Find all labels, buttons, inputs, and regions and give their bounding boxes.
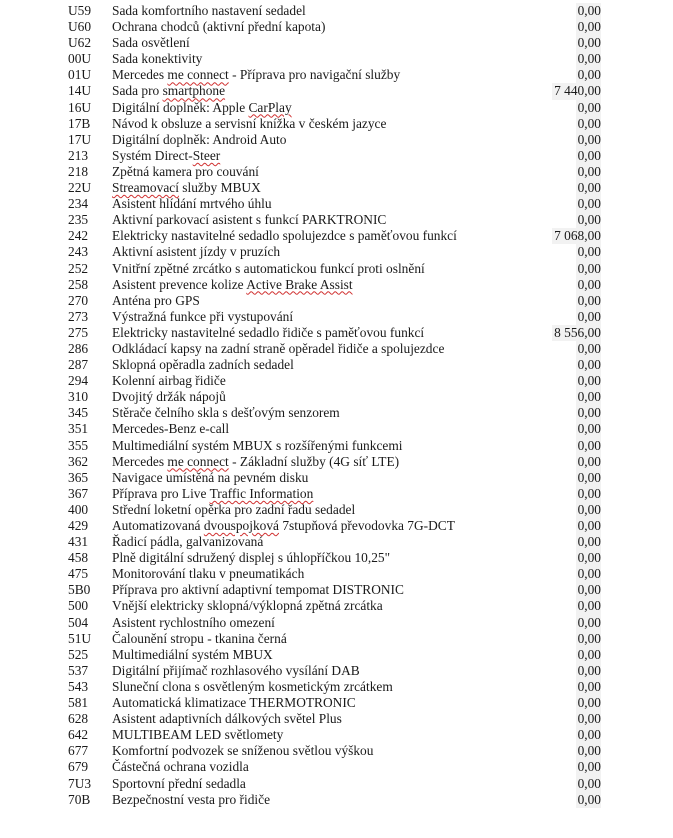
option-price: 0,00 xyxy=(577,662,601,678)
spellcheck-flagged-word: smartphone xyxy=(162,83,226,99)
spellcheck-flagged-word: CarPlay xyxy=(248,99,292,115)
option-description xyxy=(112,486,313,502)
option-price: 0,00 xyxy=(577,35,601,51)
description-text: Systém Direct- xyxy=(112,147,193,163)
option-price: 0,00 xyxy=(577,244,601,260)
equipment-row xyxy=(0,244,673,260)
option-code: U59 xyxy=(68,3,92,18)
equipment-row xyxy=(0,164,673,180)
option-description: Střední loketní opěrka pro zadní řadu sedadel xyxy=(112,501,356,517)
equipment-row xyxy=(0,421,673,437)
option-price: 0,00 xyxy=(577,630,601,646)
option-description xyxy=(112,148,220,164)
option-description: Sada osvětlení xyxy=(112,35,190,51)
option-description: Vnější elektricky sklopná/výklopná zpětná zrcátka xyxy=(112,598,383,614)
option-description: Multimediální systém MBUX xyxy=(112,646,273,662)
option-description xyxy=(112,277,353,293)
equipment-row xyxy=(0,180,673,196)
description-text: - Základní služby (4G síť LTE) xyxy=(228,453,400,469)
option-code: 213 xyxy=(68,147,89,163)
equipment-row xyxy=(0,228,673,244)
description-text: Příprava pro Live xyxy=(112,485,210,501)
option-description: Vnitřní zpětné zrcátko s automatickou funkcí proti oslnění xyxy=(112,260,425,276)
option-price: 0,00 xyxy=(577,51,601,67)
option-description: Anténa pro GPS xyxy=(112,292,200,308)
equipment-row xyxy=(0,534,673,550)
option-price: 8 556,00 xyxy=(554,324,601,340)
option-code: 287 xyxy=(68,357,89,373)
option-code: 429 xyxy=(68,518,89,533)
option-description: Kolenní airbag řidiče xyxy=(112,373,226,389)
option-description: Monitorování tlaku v pneumatikách xyxy=(112,566,305,582)
description-text: - Příprava pro navigační služby xyxy=(228,67,401,83)
option-description: Komfortní podvozek se sníženou světlou výškou xyxy=(112,743,374,759)
option-description: Multimediální systém MBUX s rozšířenými funkcemi xyxy=(112,437,403,453)
option-price: 0,00 xyxy=(577,196,601,212)
description-text: Mercedes xyxy=(112,453,168,469)
option-price: 0,00 xyxy=(577,469,601,485)
option-code: 286 xyxy=(68,340,89,356)
option-price: 7 440,00 xyxy=(554,83,601,99)
option-price: 0,00 xyxy=(577,695,601,711)
option-description xyxy=(112,67,400,83)
option-description: Sklopná opěradla zadních sedadel xyxy=(112,357,294,373)
spellcheck-flagged-word: dvouspojková xyxy=(203,518,279,533)
equipment-row xyxy=(0,341,673,357)
equipment-row xyxy=(0,389,673,405)
option-price: 0,00 xyxy=(577,131,601,147)
option-description: Digitální přijímač rozhlasového vysílání DAB xyxy=(112,662,360,678)
option-description: Aktivní parkovací asistent s funkcí PARKTRONIC xyxy=(112,212,387,228)
equipment-row xyxy=(0,695,673,711)
equipment-row xyxy=(0,212,673,228)
option-description: Asistent hlídání mrtvého úhlu xyxy=(112,196,272,212)
option-price: 0,00 xyxy=(577,99,601,115)
option-description: Automatická klimatizace THERMOTRONIC xyxy=(112,695,356,711)
option-code: 218 xyxy=(68,163,89,179)
description-text: 7stupňová převodovka 7G-DCT xyxy=(279,518,455,533)
option-description: Elektricky nastavitelné sedadlo řidiče s paměťovou funkcí xyxy=(112,324,425,340)
equipment-row xyxy=(0,3,673,19)
equipment-row xyxy=(0,743,673,759)
option-code: 7U3 xyxy=(68,775,92,791)
option-code: U60 xyxy=(68,19,92,35)
option-code: 234 xyxy=(68,196,89,212)
spellcheck-flagged-word: me connect xyxy=(167,453,229,469)
equipment-row xyxy=(0,759,673,775)
equipment-row xyxy=(0,727,673,743)
option-price: 0,00 xyxy=(577,357,601,373)
equipment-row xyxy=(0,598,673,614)
option-description: Odkládací kapsy na zadní straně opěradel řidiče a spolujezdce xyxy=(112,340,445,356)
equipment-row xyxy=(0,261,673,277)
equipment-row xyxy=(0,502,673,518)
option-code: 628 xyxy=(68,711,89,727)
equipment-row xyxy=(0,19,673,35)
option-code: 679 xyxy=(68,759,89,775)
option-description: Čalounění stropu - tkanina černá xyxy=(112,630,287,646)
option-price: 0,00 xyxy=(577,582,601,598)
option-price: 0,00 xyxy=(577,759,601,775)
description-text: Digitální doplněk: Apple xyxy=(112,99,249,115)
equipment-row xyxy=(0,647,673,663)
option-description: Sada konektivity xyxy=(112,51,203,67)
option-code: 273 xyxy=(68,308,89,324)
option-code: 5B0 xyxy=(68,582,91,598)
option-description xyxy=(112,454,399,470)
option-code: 642 xyxy=(68,727,89,743)
option-price: 0,00 xyxy=(577,19,601,35)
option-price: 0,00 xyxy=(577,453,601,469)
option-price: 0,00 xyxy=(577,485,601,501)
option-description: Stěrače čelního skla s dešťovým senzorem xyxy=(112,405,340,421)
equipment-row xyxy=(0,132,673,148)
option-price: 0,00 xyxy=(577,598,601,614)
option-price: 0,00 xyxy=(577,3,601,18)
option-price: 0,00 xyxy=(577,775,601,791)
option-code: 543 xyxy=(68,678,89,694)
option-code: 14U xyxy=(68,83,92,99)
option-description: Asistent rychlostního omezení xyxy=(112,614,275,630)
option-code: 01U xyxy=(68,67,92,83)
spellcheck-flagged-word: Active Brake Assist xyxy=(246,276,353,292)
option-code: 355 xyxy=(68,437,89,453)
option-price: 0,00 xyxy=(577,389,601,405)
option-description: Sada komfortního nastavení sedadel xyxy=(112,3,306,18)
option-code: 258 xyxy=(68,276,89,292)
equipment-row xyxy=(0,357,673,373)
option-price: 0,00 xyxy=(577,147,601,163)
equipment-row xyxy=(0,550,673,566)
equipment-row xyxy=(0,309,673,325)
option-price: 0,00 xyxy=(577,501,601,517)
option-description: Digitální doplněk: Android Auto xyxy=(112,131,287,147)
option-price: 0,00 xyxy=(577,405,601,421)
option-description: Mercedes-Benz e-call xyxy=(112,421,230,437)
option-description xyxy=(112,100,292,116)
equipment-row xyxy=(0,792,673,808)
option-code: 294 xyxy=(68,373,89,389)
description-text: Mercedes xyxy=(112,67,168,83)
option-description: Ochrana chodců (aktivní přední kapota) xyxy=(112,19,326,35)
option-code: 17B xyxy=(68,115,91,131)
equipment-row xyxy=(0,631,673,647)
option-code: 243 xyxy=(68,244,89,260)
equipment-row xyxy=(0,83,673,99)
option-code: 537 xyxy=(68,662,89,678)
option-description: Plně digitální sdružený displej s úhlopříčkou 10,25" xyxy=(112,550,391,566)
option-code: 70B xyxy=(68,791,91,807)
option-price: 0,00 xyxy=(577,437,601,453)
option-price: 0,00 xyxy=(577,518,601,533)
option-price: 0,00 xyxy=(577,308,601,324)
equipment-row xyxy=(0,51,673,67)
option-price: 0,00 xyxy=(577,340,601,356)
option-code: 270 xyxy=(68,292,89,308)
option-price: 0,00 xyxy=(577,678,601,694)
option-description: Návod k obsluze a servisní knížka v českém jazyce xyxy=(112,115,387,131)
option-price: 0,00 xyxy=(577,711,601,727)
equipment-row xyxy=(0,615,673,631)
equipment-row xyxy=(0,405,673,421)
equipment-row xyxy=(0,663,673,679)
option-description: Řadicí pádla, galvanizovaná xyxy=(112,534,264,550)
option-code: 677 xyxy=(68,743,89,759)
option-code: 17U xyxy=(68,131,92,147)
option-description xyxy=(112,83,225,99)
option-code: 16U xyxy=(68,99,92,115)
spellcheck-flagged-word: me connect xyxy=(167,67,229,83)
option-code: 235 xyxy=(68,212,89,228)
description-text: Automatizovaná xyxy=(112,518,204,533)
equipment-row xyxy=(0,325,673,341)
option-code: 362 xyxy=(68,453,89,469)
option-code: 475 xyxy=(68,566,89,582)
option-description xyxy=(112,180,261,196)
equipment-row xyxy=(0,196,673,212)
option-price: 0,00 xyxy=(577,550,601,566)
spellcheck-flagged-word: Traffic Information xyxy=(209,485,314,501)
option-price: 0,00 xyxy=(577,791,601,807)
option-code: 275 xyxy=(68,324,89,340)
option-code: 365 xyxy=(68,469,89,485)
option-price: 0,00 xyxy=(577,646,601,662)
option-price: 0,00 xyxy=(577,421,601,437)
equipment-row xyxy=(0,293,673,309)
option-code: 22U xyxy=(68,180,92,196)
equipment-row xyxy=(0,470,673,486)
option-price: 0,00 xyxy=(577,276,601,292)
option-description: Příprava pro aktivní adaptivní tempomat DISTRONIC xyxy=(112,582,404,598)
equipment-row xyxy=(0,148,673,164)
equipment-row xyxy=(0,776,673,792)
equipment-row xyxy=(0,582,673,598)
equipment-row xyxy=(0,711,673,727)
option-price: 0,00 xyxy=(577,373,601,389)
option-price: 0,00 xyxy=(577,292,601,308)
option-code: 367 xyxy=(68,485,89,501)
option-code: 400 xyxy=(68,501,89,517)
option-code: 242 xyxy=(68,228,89,244)
equipment-row xyxy=(0,454,673,470)
option-code: 351 xyxy=(68,421,89,437)
equipment-row xyxy=(0,35,673,51)
option-price: 0,00 xyxy=(577,260,601,276)
equipment-row xyxy=(0,100,673,116)
option-description: Částečná ochrana vozidla xyxy=(112,759,249,775)
option-code: 504 xyxy=(68,614,89,630)
option-description: Zpětná kamera pro couvání xyxy=(112,163,259,179)
option-price: 0,00 xyxy=(577,614,601,630)
equipment-row xyxy=(0,679,673,695)
option-description: MULTIBEAM LED světlomety xyxy=(112,727,284,743)
option-code: 500 xyxy=(68,598,89,614)
equipment-row xyxy=(0,67,673,83)
equipment-row xyxy=(0,373,673,389)
equipment-row xyxy=(0,566,673,582)
option-code: 525 xyxy=(68,646,89,662)
description-text: Asistent prevence kolize xyxy=(112,276,247,292)
option-code: 431 xyxy=(68,534,89,550)
option-price: 0,00 xyxy=(577,212,601,228)
option-price: 0,00 xyxy=(577,534,601,550)
option-description: Aktivní asistent jízdy v pruzích xyxy=(112,244,281,260)
option-price: 0,00 xyxy=(577,727,601,743)
option-price: 0,00 xyxy=(577,163,601,179)
equipment-row xyxy=(0,277,673,293)
option-description: Navigace umístěná na pevném disku xyxy=(112,469,309,485)
option-code: 581 xyxy=(68,695,89,711)
option-code: 252 xyxy=(68,260,89,276)
option-price: 7 068,00 xyxy=(554,228,601,244)
option-price: 0,00 xyxy=(577,566,601,582)
option-description: Bezpečnostní vesta pro řidiče xyxy=(112,791,271,807)
option-description: Sportovní přední sedadla xyxy=(112,775,246,791)
spellcheck-flagged-word: Streamovací xyxy=(112,180,179,196)
option-description xyxy=(112,518,455,534)
option-code: 310 xyxy=(68,389,89,405)
option-code: U62 xyxy=(68,35,92,51)
spellcheck-flagged-word: Steer xyxy=(192,147,221,163)
option-price: 0,00 xyxy=(577,743,601,759)
option-code: 345 xyxy=(68,405,89,421)
option-description: Elektricky nastavitelné sedadlo spolujezdce s paměťovou funkcí xyxy=(112,228,457,244)
equipment-row xyxy=(0,116,673,132)
option-description: Dvojitý držák nápojů xyxy=(112,389,226,405)
equipment-row xyxy=(0,518,673,534)
equipment-row xyxy=(0,486,673,502)
option-price: 0,00 xyxy=(577,180,601,196)
option-code: 00U xyxy=(68,51,92,67)
option-code: 458 xyxy=(68,550,89,566)
description-text: služby MBUX xyxy=(178,180,261,196)
equipment-list xyxy=(0,3,673,808)
option-description: Asistent adaptivních dálkových světel Plus xyxy=(112,711,342,727)
option-description: Výstražná funkce při vystupování xyxy=(112,308,294,324)
option-price: 0,00 xyxy=(577,115,601,131)
equipment-row xyxy=(0,438,673,454)
option-price: 0,00 xyxy=(577,67,601,83)
option-description: Sluneční clona s osvětleným kosmetickým zrcátkem xyxy=(112,678,393,694)
option-code: 51U xyxy=(68,630,92,646)
description-text: Sada pro xyxy=(112,83,163,99)
